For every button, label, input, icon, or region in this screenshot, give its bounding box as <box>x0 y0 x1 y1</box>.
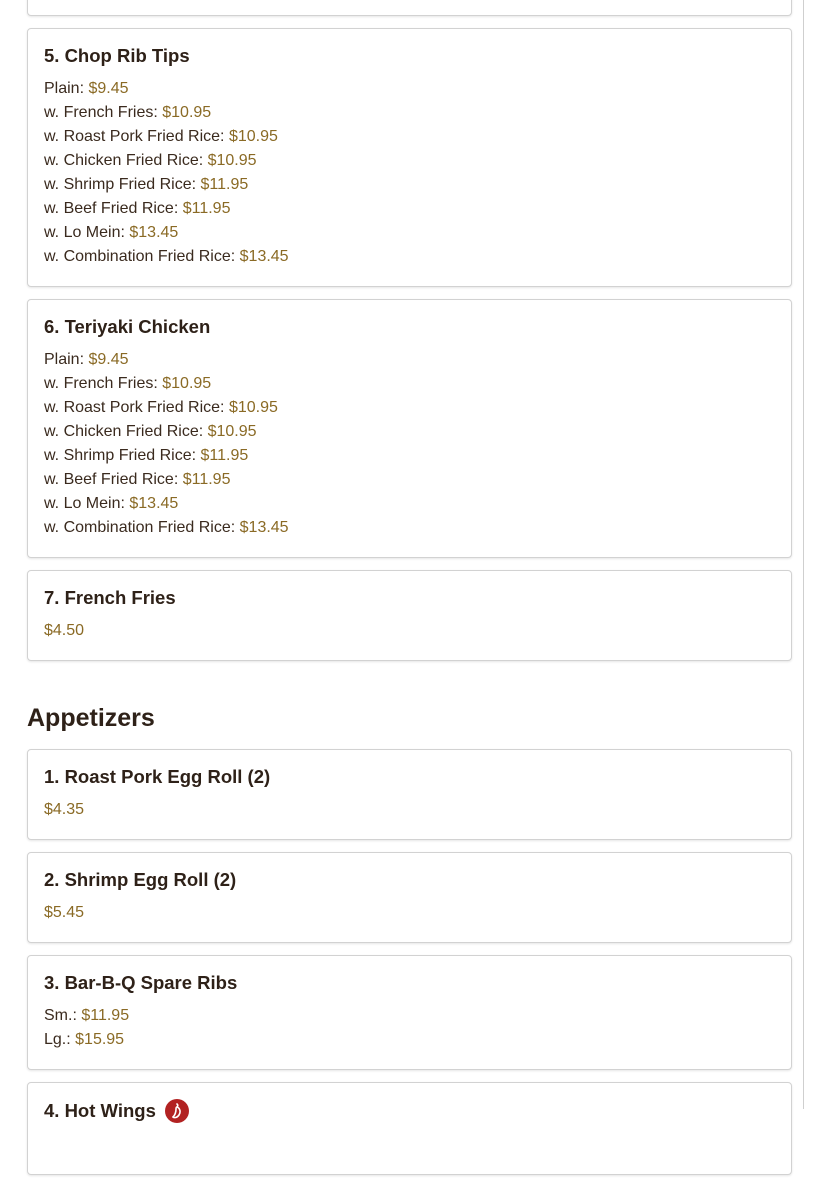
price-line <box>44 1028 775 1052</box>
price-line <box>44 396 775 420</box>
price-label: w. Beef Fried Rice: <box>44 200 183 217</box>
menu-item-title: 7. French Fries <box>44 587 176 608</box>
price-value: $10.95 <box>207 152 257 169</box>
price-label: w. Roast Pork Fried Rice: <box>44 128 229 145</box>
price-label: w. Chicken Fried Rice: <box>44 423 208 440</box>
price-line <box>44 221 775 245</box>
menu-content <box>27 0 792 1187</box>
price-line <box>44 149 775 173</box>
price-value: $15.95 <box>75 1031 125 1048</box>
price-value: $13.45 <box>129 495 179 512</box>
price-value: $5.45 <box>44 904 85 921</box>
menu-item-title: 4. Hot Wings <box>44 1100 156 1121</box>
price-value: $13.45 <box>129 224 179 241</box>
menu-item-card-partial <box>27 0 792 16</box>
price-label: Plain: <box>44 80 89 97</box>
price-label: w. Shrimp Fried Rice: <box>44 176 201 193</box>
price-value: $10.95 <box>162 104 212 121</box>
price-label: w. French Fries: <box>44 375 163 392</box>
menu-item-title: 2. Shrimp Egg Roll (2) <box>44 869 237 890</box>
price-label: Lg.: <box>44 1031 76 1048</box>
price-line <box>44 173 775 197</box>
price-line <box>44 468 775 492</box>
price-value: $13.45 <box>239 519 289 536</box>
menu-item-card[interactable] <box>27 28 792 287</box>
price-label: w. Shrimp Fried Rice: <box>44 447 201 464</box>
menu-item-title: 5. Chop Rib Tips <box>44 45 190 66</box>
price-line <box>44 245 775 269</box>
price-label: w. Roast Pork Fried Rice: <box>44 399 229 416</box>
price-label: w. Lo Mein: <box>44 495 130 512</box>
price-line <box>44 901 775 925</box>
price-value: $9.45 <box>88 80 129 97</box>
price-value: $13.45 <box>239 248 289 265</box>
menu-item-title: 6. Teriyaki Chicken <box>44 316 211 337</box>
price-line <box>44 798 775 822</box>
spicy-pepper-icon <box>165 1099 189 1123</box>
menu-item-card[interactable] <box>27 749 792 840</box>
price-value: $11.95 <box>182 471 231 488</box>
price-line <box>44 348 775 372</box>
price-label: w. Combination Fried Rice: <box>44 519 240 536</box>
price-value: $11.95 <box>182 200 231 217</box>
price-value: $10.95 <box>162 375 212 392</box>
price-line <box>44 197 775 221</box>
price-label: Sm.: <box>44 1007 82 1024</box>
menu-item-card[interactable] <box>27 299 792 558</box>
menu-item-card[interactable] <box>27 852 792 943</box>
menu-item-card[interactable] <box>27 570 792 661</box>
page-scroll-edge <box>803 0 804 1109</box>
price-line <box>44 125 775 149</box>
price-value: $11.95 <box>200 176 249 193</box>
menu-item-card[interactable] <box>27 955 792 1070</box>
price-line <box>44 492 775 516</box>
price-label: w. Chicken Fried Rice: <box>44 152 208 169</box>
price-value: $11.95 <box>200 447 249 464</box>
price-value: $4.50 <box>44 622 85 639</box>
price-value: $10.95 <box>228 399 278 416</box>
price-label: w. Combination Fried Rice: <box>44 248 240 265</box>
price-line <box>44 444 775 468</box>
price-line <box>44 1004 775 1028</box>
price-line-placeholder <box>44 1133 775 1157</box>
price-line <box>44 77 775 101</box>
price-line <box>44 101 775 125</box>
price-label: w. French Fries: <box>44 104 163 121</box>
price-value: $11.95 <box>81 1007 130 1024</box>
price-value: $10.95 <box>207 423 257 440</box>
price-value: $10.95 <box>228 128 278 145</box>
section-heading-appetizers: Appetizers <box>27 704 155 732</box>
price-line <box>44 420 775 444</box>
price-line <box>44 516 775 540</box>
price-label: w. Lo Mein: <box>44 224 130 241</box>
price-label: Plain: <box>44 351 89 368</box>
menu-item-title: 3. Bar-B-Q Spare Ribs <box>44 972 238 993</box>
menu-item-title-row <box>44 1099 775 1123</box>
menu-item-title: 1. Roast Pork Egg Roll (2) <box>44 766 271 787</box>
menu-item-card[interactable] <box>27 1082 792 1175</box>
price-value: $9.45 <box>88 351 129 368</box>
price-label: w. Beef Fried Rice: <box>44 471 183 488</box>
price-line <box>44 619 775 643</box>
price-line <box>44 372 775 396</box>
price-value: $4.35 <box>44 801 85 818</box>
